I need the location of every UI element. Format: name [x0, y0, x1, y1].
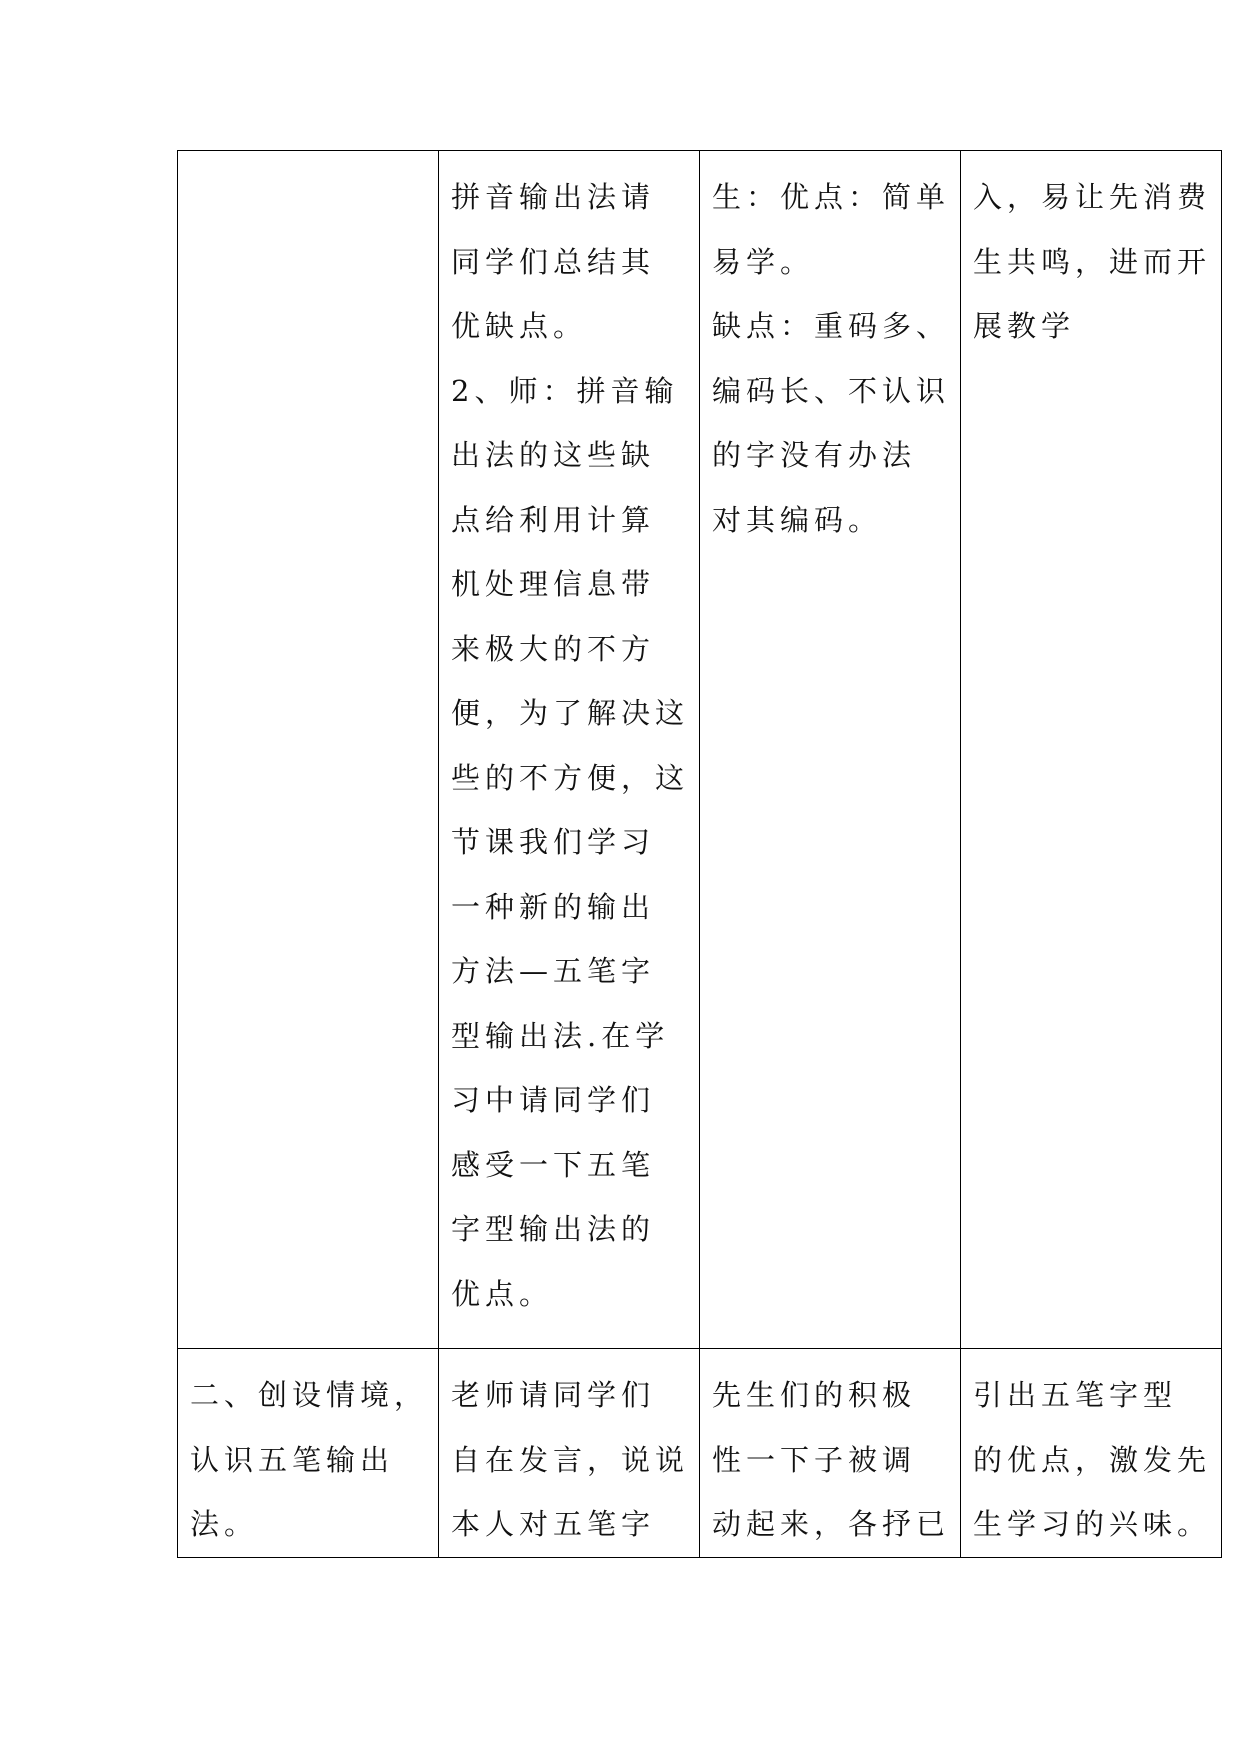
text-line: 感受一下五笔 — [451, 1147, 656, 1182]
table-cell-student-activity — [700, 1349, 961, 1558]
text-line: 自在发言，说说 — [451, 1442, 690, 1477]
text-line: 生共鸣，进而开 — [973, 244, 1212, 279]
text-line: 优缺点。 — [451, 309, 588, 343]
cell-text — [439, 151, 699, 1326]
text-line: 来极大的不方 — [451, 631, 656, 666]
cell-text — [700, 1349, 960, 1557]
text-line: 生学习的兴味。 — [973, 1507, 1212, 1541]
table-cell-student-activity — [700, 151, 961, 1349]
table-cell-stage — [178, 151, 439, 1349]
text-line: 入，易让先消费 — [973, 180, 1212, 214]
text-line: 一种新的输出 — [451, 889, 656, 924]
text-line: 编码长、不认识 — [712, 373, 951, 408]
cell-text — [961, 151, 1221, 359]
text-line: 性一下子被调 — [712, 1442, 917, 1477]
text-line: 2、师：拼音输 — [451, 373, 679, 408]
text-line: 机处理信息带 — [451, 567, 656, 601]
text-line: 方法—五笔字 — [451, 954, 656, 988]
cell-text — [439, 1349, 699, 1557]
text-line: 展教学 — [973, 309, 1076, 343]
text-line: 出法的这些缺 — [451, 438, 656, 472]
text-line: 法。 — [190, 1507, 259, 1541]
text-line: 的字没有办法 — [712, 438, 917, 472]
table-cell-teacher-activity — [439, 151, 700, 1349]
text-line: 老师请同学们 — [451, 1378, 656, 1412]
text-line: 对其编码。 — [712, 502, 883, 537]
cell-text — [178, 151, 438, 165]
text-line: 拼音输出法请 — [451, 180, 656, 214]
text-line: 同学们总结其 — [451, 244, 656, 279]
cell-text — [961, 1349, 1221, 1557]
text-line: 生：优点：简单 — [712, 180, 951, 214]
text-line: 型输出法.在学 — [451, 1018, 670, 1053]
text-line: 优点。 — [451, 1276, 554, 1311]
text-line: 二、创设情境， — [190, 1378, 429, 1412]
table-cell-design-intent — [961, 151, 1222, 1349]
text-line: 易学。 — [712, 244, 815, 279]
text-line: 动起来，各抒已 — [712, 1507, 951, 1541]
text-line: 点给利用计算 — [451, 502, 656, 537]
table-cell-design-intent — [961, 1349, 1222, 1558]
table-row — [178, 1349, 1222, 1558]
text-line: 本人对五笔字 — [451, 1507, 656, 1541]
table-cell-stage — [178, 1349, 439, 1558]
text-line: 字型输出法的 — [451, 1212, 656, 1246]
text-line: 的优点，激发先 — [973, 1442, 1212, 1477]
text-line: 引出五笔字型 — [973, 1378, 1178, 1412]
table-cell-teacher-activity — [439, 1349, 700, 1558]
text-line: 便，为了解决这 — [451, 696, 690, 730]
cell-text — [700, 151, 960, 552]
cell-text — [178, 1349, 438, 1557]
table-row — [178, 151, 1222, 1349]
lesson-plan-table — [177, 150, 1222, 1558]
text-line: 缺点：重码多、 — [712, 309, 951, 343]
text-line: 些的不方便，这 — [451, 760, 690, 795]
text-line: 认识五笔输出 — [190, 1442, 395, 1477]
text-line: 先生们的积极 — [712, 1378, 917, 1412]
text-line: 习中请同学们 — [451, 1083, 656, 1117]
text-line: 节课我们学习 — [451, 825, 656, 859]
